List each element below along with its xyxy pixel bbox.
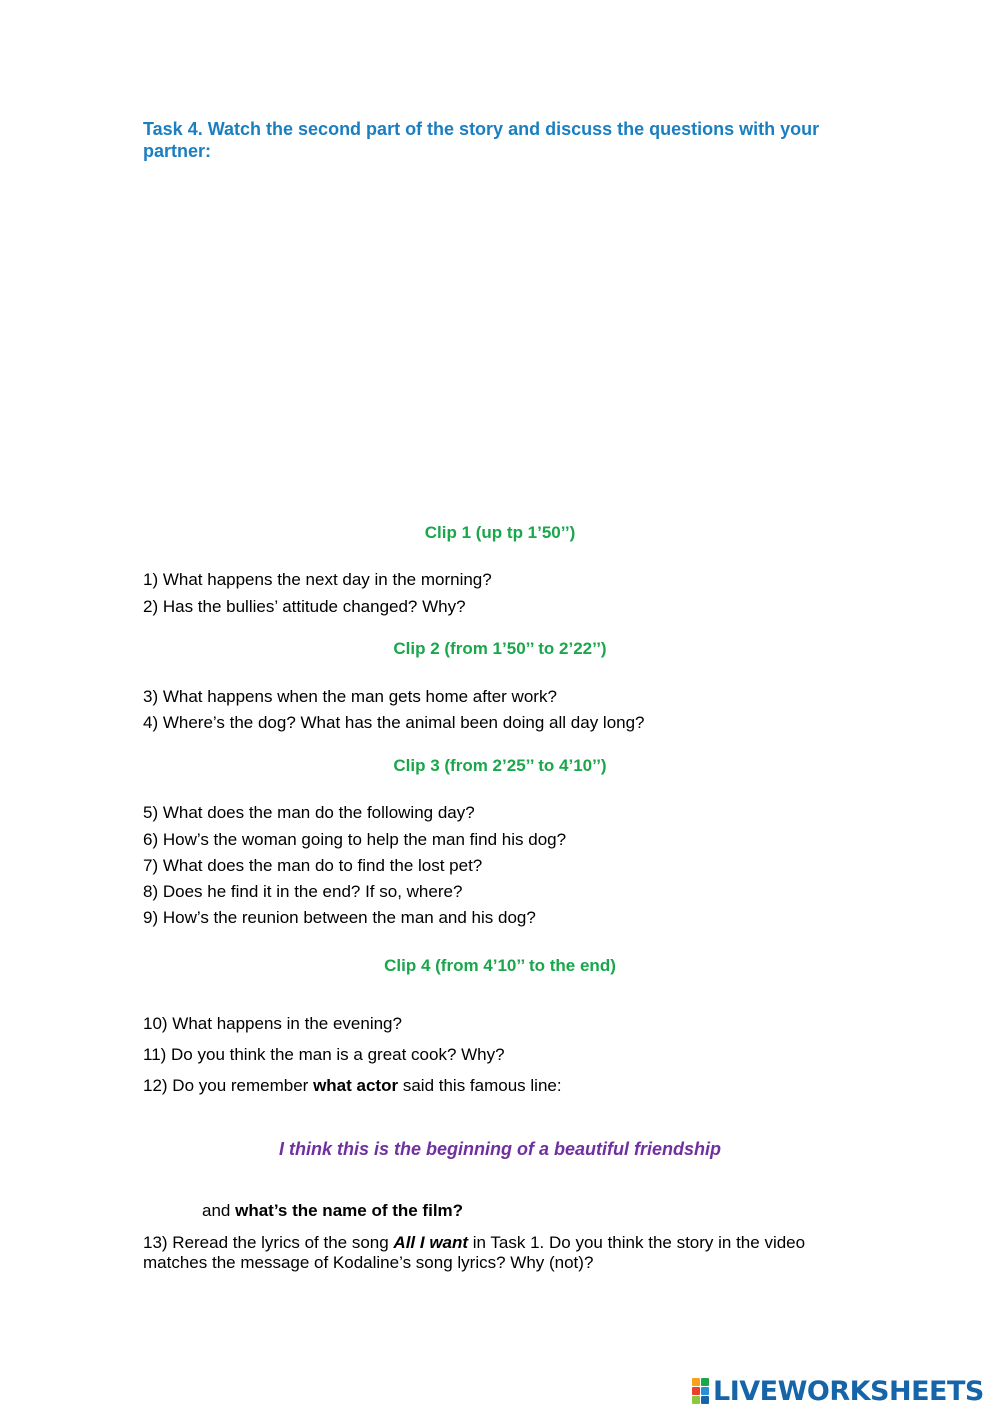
question-3: 3) What happens when the man gets home after work? bbox=[143, 687, 557, 706]
question-4: 4) Where’s the dog? What has the animal been doing all day long? bbox=[143, 713, 645, 732]
question-6: 6) How’s the woman going to help the man find his dog? bbox=[143, 830, 567, 849]
clip-4-heading: Clip 4 (from 4’10’’ to the end) bbox=[384, 956, 616, 975]
question-12-end: said this famous line: bbox=[398, 1076, 562, 1095]
question-13-start: 13) Reread the lyrics of the song bbox=[143, 1233, 394, 1252]
famous-quote: I think this is the beginning of a beautiful friendship bbox=[278, 1139, 721, 1159]
question-12-emphasis: what actor bbox=[313, 1076, 399, 1095]
question-10: 10) What happens in the evening? bbox=[143, 1014, 402, 1033]
logo-text: LIVEWORKSHEETS bbox=[713, 1375, 984, 1407]
logo-mark-icon bbox=[692, 1378, 709, 1404]
task-title: Task 4. Watch the second part of the story and discuss the questions with your partner: bbox=[143, 119, 820, 161]
liveworksheets-logo bbox=[692, 1374, 984, 1408]
logo-block bbox=[701, 1378, 709, 1386]
logo-block bbox=[692, 1387, 700, 1395]
question-12-start: 12) Do you remember bbox=[143, 1076, 314, 1095]
question-13-end: in Task 1. Do you think the story in the video matches the message of Kodaline’s song lyrics? Why (not)? bbox=[143, 1233, 806, 1272]
clip-3-heading: Clip 3 (from 2’25’’ to 4’10’’) bbox=[393, 756, 607, 775]
question-7: 7) What does the man do to find the lost pet? bbox=[143, 856, 483, 875]
film-question bbox=[202, 1201, 463, 1221]
song-title: All I want bbox=[393, 1233, 469, 1252]
question-8: 8) Does he find it in the end? If so, where? bbox=[143, 882, 463, 901]
question-9: 9) How’s the reunion between the man and his dog? bbox=[143, 908, 536, 927]
question-12 bbox=[143, 1076, 562, 1096]
logo-block bbox=[692, 1396, 700, 1404]
question-1: 1) What happens the next day in the morning? bbox=[143, 570, 492, 589]
film-question-emphasis: what’s the name of the film? bbox=[235, 1201, 464, 1220]
clip-1-heading: Clip 1 (up tp 1’50’’) bbox=[424, 523, 576, 542]
clip-2-heading: Clip 2 (from 1’50’’ to 2’22’’) bbox=[393, 639, 607, 658]
logo-block bbox=[701, 1387, 709, 1395]
question-11: 11) Do you think the man is a great cook? Why? bbox=[143, 1045, 505, 1064]
question-5: 5) What does the man do the following day? bbox=[143, 803, 475, 822]
question-2: 2) Has the bullies’ attitude changed? Why? bbox=[143, 597, 466, 616]
logo-block bbox=[692, 1378, 700, 1386]
film-question-start: and bbox=[202, 1201, 236, 1220]
question-13 bbox=[143, 1233, 873, 1273]
logo-block bbox=[701, 1396, 709, 1404]
